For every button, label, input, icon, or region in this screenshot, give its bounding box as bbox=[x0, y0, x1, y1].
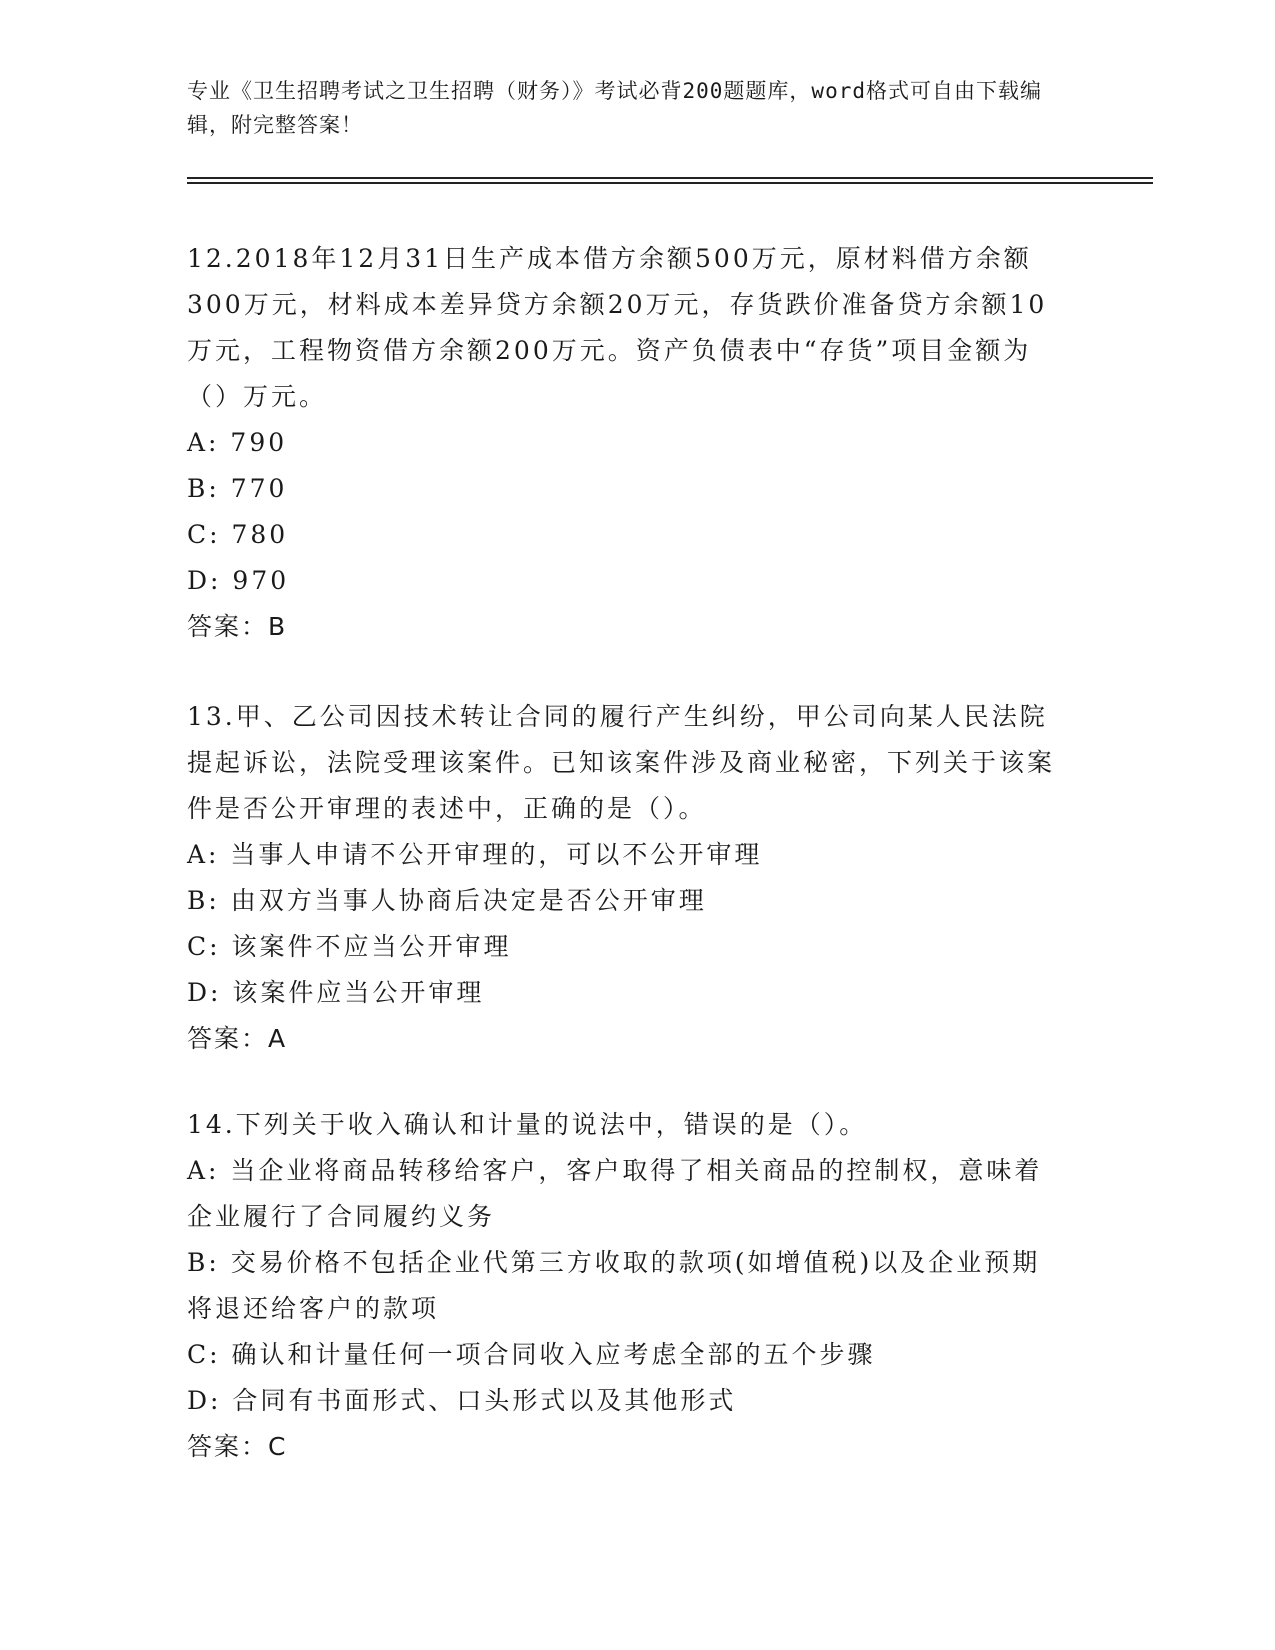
document-header: 专业《卫生招聘考试之卫生招聘（财务）》考试必背200题题库，word格式可自由下载编辑，附完整答案！ bbox=[187, 79, 1042, 137]
answer: 答案：C bbox=[187, 1432, 288, 1461]
question-stem: 14.下列关于收入确认和计量的说法中，错误的是（）。 bbox=[187, 1110, 868, 1139]
question-stem: 13.甲、乙公司因技术转让合同的履行产生纠纷，甲公司向某人民法院提起诉讼，法院受理该案件。已知该案件涉及商业秘密，下列关于该案件是否公开审理的表述中，正确的是（）。 bbox=[187, 702, 1056, 823]
question-stem: 12.2018年12月31日生产成本借方余额500万元，原材料借方余额300万元，材料成本差异贷方余额20万元，存货跌价准备贷方余额10万元，工程物资借方余额200万元。资产负债表中“存货”项目金额为（）万元。 bbox=[187, 244, 1048, 411]
header-divider-top bbox=[187, 177, 1153, 179]
option-a: A: 当企业将商品转移给客户，客户取得了相关商品的控制权，意味着企业履行了合同履约义务 bbox=[187, 1156, 1043, 1231]
option-c: C: 确认和计量任何一项合同收入应考虑全部的五个步骤 bbox=[187, 1340, 876, 1369]
answer: 答案：A bbox=[187, 1024, 288, 1053]
option-a: A: 790 bbox=[187, 428, 288, 457]
option-c: C: 780 bbox=[187, 520, 289, 549]
option-c: C: 该案件不应当公开审理 bbox=[187, 932, 512, 961]
question-13 bbox=[187, 694, 1067, 1062]
option-b: B: 由双方当事人协商后决定是否公开审理 bbox=[187, 886, 707, 915]
answer: 答案：B bbox=[187, 612, 288, 641]
option-b: B: 交易价格不包括企业代第三方收取的款项(如增值税)以及企业预期将退还给客户的款项 bbox=[187, 1248, 1041, 1323]
header-divider-bottom bbox=[187, 182, 1153, 184]
option-d: D: 合同有书面形式、口头形式以及其他形式 bbox=[187, 1386, 737, 1415]
question-12 bbox=[187, 236, 1067, 650]
option-b: B: 770 bbox=[187, 474, 288, 503]
question-14 bbox=[187, 1102, 1067, 1470]
option-d: D: 该案件应当公开审理 bbox=[187, 978, 485, 1007]
option-a: A: 当事人申请不公开审理的，可以不公开审理 bbox=[187, 840, 763, 869]
option-d: D: 970 bbox=[187, 566, 290, 595]
